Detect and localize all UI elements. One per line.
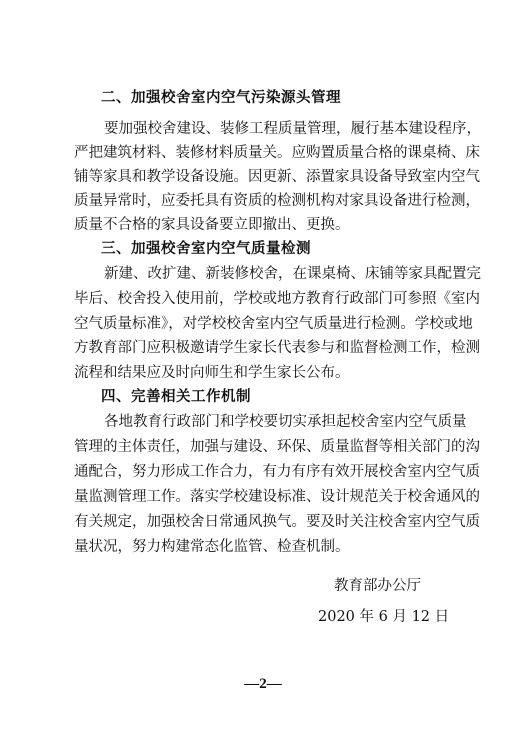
paragraph-line: 管理的主体责任，加强与建设、环保、质量监督等相关部门的沟 <box>74 439 480 455</box>
section-heading-2: 二、加强校舍室内空气污染源头管理 <box>101 90 341 106</box>
issuer-name: 教育部办公厅 <box>334 578 421 594</box>
paragraph-line: 新建、改扩建、新装修校舍，在课桌椅、床铺等家具配置完 <box>104 266 481 282</box>
paragraph-line: 流程和结果应及时向师生和学生家长公布。 <box>74 365 350 381</box>
paragraph-line: 空气质量标准》，对学校校舍室内空气质量进行检测。学校或地 <box>74 316 473 332</box>
paragraph-line: 量状况，努力构建常态化监管、检查机制。 <box>74 539 350 555</box>
paragraph-line: 各地教育行政部门和学校要切实承担起校舍室内空气质量 <box>104 414 467 430</box>
paragraph-line: 通配合，努力形成工作合力，有力有序有效开展校舍室内空气质 <box>74 464 480 480</box>
paragraph-line: 铺等家具和教学设备设施。因更新、添置家具设备导致室内空气 <box>74 169 480 185</box>
section-heading-4: 四、完善相关工作机制 <box>101 389 251 405</box>
paragraph-line: 方教育部门应积极邀请学生家长代表参与和监督检测工作，检测 <box>74 340 480 356</box>
paragraph-line: 毕后、校舍投入使用前，学校或地方教育行政部门可参照《室内 <box>74 291 480 307</box>
paragraph-line: 质量不合格的家具设备要立即撤出、更换。 <box>74 217 350 233</box>
paragraph-line: 量监测管理工作。落实学校建设标准、设计规范关于校舍通风的 <box>74 489 480 505</box>
paragraph-line: 要加强校舍建设、装修工程质量管理，履行基本建设程序， <box>104 121 481 137</box>
page-number: —2— <box>244 676 282 692</box>
paragraph-line: 严把建筑材料、装修材料质量关。应购置质量合格的课桌椅、床 <box>74 145 480 161</box>
issue-date: 2020 年 6 月 12 日 <box>318 609 450 625</box>
paragraph-line: 质量异常时，应委托具有资质的检测机构对家具设备进行检测， <box>74 193 480 209</box>
paragraph-line: 有关规定，加强校舍日常通风换气。要及时关注校舍室内空气质 <box>74 514 480 530</box>
section-heading-3: 三、加强校舍室内空气质量检测 <box>101 241 311 257</box>
